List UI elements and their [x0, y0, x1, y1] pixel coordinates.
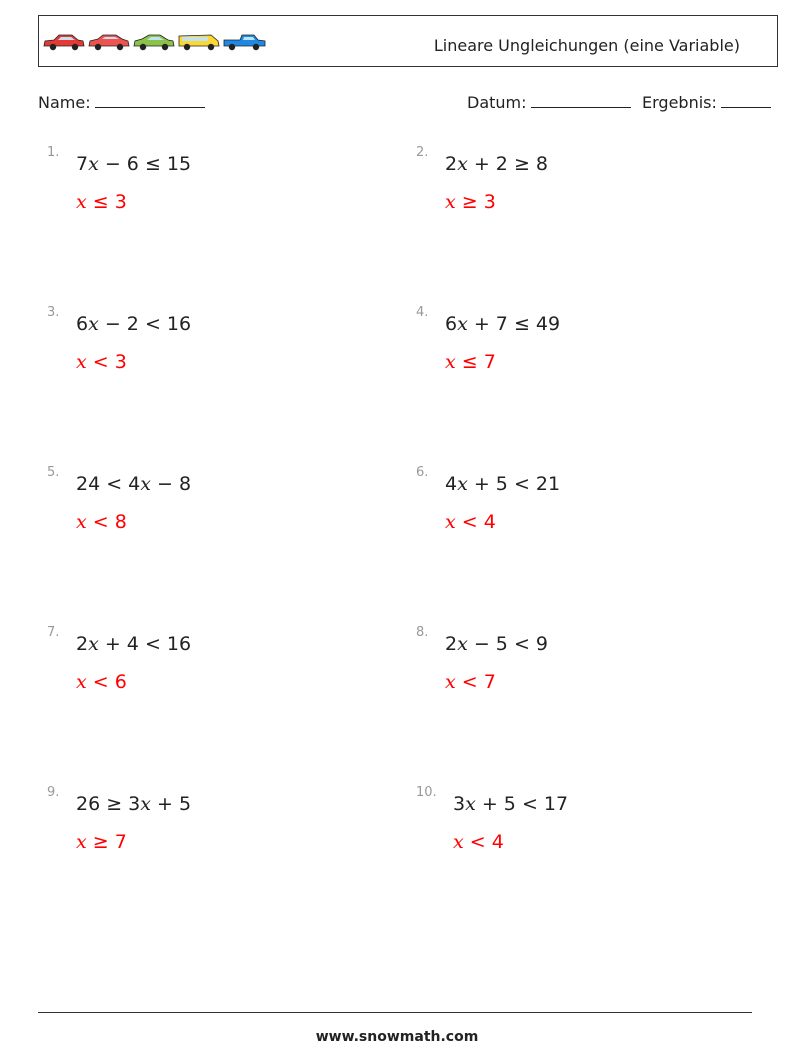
problem-inequality: 6x − 2 < 16: [76, 313, 192, 335]
problem-inequality: 4x + 5 < 21: [445, 473, 561, 495]
problem-number: 1.: [47, 145, 60, 160]
problem-item: [47, 465, 367, 565]
name-blank[interactable]: [95, 93, 205, 108]
result-blank[interactable]: [721, 93, 771, 108]
problem-answer: x ≥ 7: [76, 831, 127, 853]
problem-item: [416, 145, 736, 245]
name-field: [38, 93, 205, 112]
problem-item: [47, 145, 367, 245]
problem-answer: x ≥ 3: [445, 191, 496, 213]
problem-answer: x ≤ 3: [76, 191, 127, 213]
result-field: [642, 93, 771, 112]
red-car-icon: [44, 35, 84, 50]
problem-number: 7.: [47, 625, 60, 640]
problem-inequality: 3x + 5 < 17: [453, 793, 569, 815]
car-banner: [42, 30, 272, 52]
problem-item: [416, 305, 736, 405]
problem-item: [47, 785, 367, 885]
problem-number: 10.: [416, 785, 437, 800]
problem-number: 2.: [416, 145, 429, 160]
problem-inequality: 2x − 5 < 9: [445, 633, 548, 655]
problem-item: [47, 305, 367, 405]
problem-answer: x < 8: [76, 511, 127, 533]
problem-item: [416, 625, 736, 725]
problem-number: 5.: [47, 465, 60, 480]
problem-number: 9.: [47, 785, 60, 800]
footer-divider: [38, 1012, 752, 1013]
date-blank[interactable]: [531, 93, 631, 108]
problem-item: [47, 625, 367, 725]
problem-answer: x < 3: [76, 351, 127, 373]
result-label: Ergebnis:: [642, 93, 717, 112]
green-car-icon: [134, 35, 174, 50]
problem-inequality: 24 < 4x − 8: [76, 473, 192, 495]
problem-inequality: 6x + 7 ≤ 49: [445, 313, 561, 335]
footer-url[interactable]: www.snowmath.com: [315, 1029, 479, 1045]
yellow-van-icon: [179, 35, 219, 50]
problem-inequality: 2x + 2 ≥ 8: [445, 153, 548, 175]
problem-answer: x < 7: [445, 671, 496, 693]
date-field: [467, 93, 631, 112]
problem-answer: x < 4: [453, 831, 504, 853]
problem-inequality: 2x + 4 < 16: [76, 633, 192, 655]
problem-number: 4.: [416, 305, 429, 320]
problem-item: [416, 785, 736, 885]
problem-item: [416, 465, 736, 565]
problem-inequality: 7x − 6 ≤ 15: [76, 153, 192, 175]
problem-answer: x < 4: [445, 511, 496, 533]
name-label: Name:: [38, 93, 91, 112]
problem-number: 3.: [47, 305, 60, 320]
problem-answer: x < 6: [76, 671, 127, 693]
problem-number: 6.: [416, 465, 429, 480]
problem-inequality: 26 ≥ 3x + 5: [76, 793, 192, 815]
header-box: [38, 15, 778, 67]
red-car-icon: [89, 35, 129, 50]
problem-answer: x ≤ 7: [445, 351, 496, 373]
date-label: Datum:: [467, 93, 527, 112]
worksheet-title: Lineare Ungleichungen (eine Variable): [433, 36, 740, 55]
blue-pickup-icon: [224, 35, 265, 50]
problem-number: 8.: [416, 625, 429, 640]
